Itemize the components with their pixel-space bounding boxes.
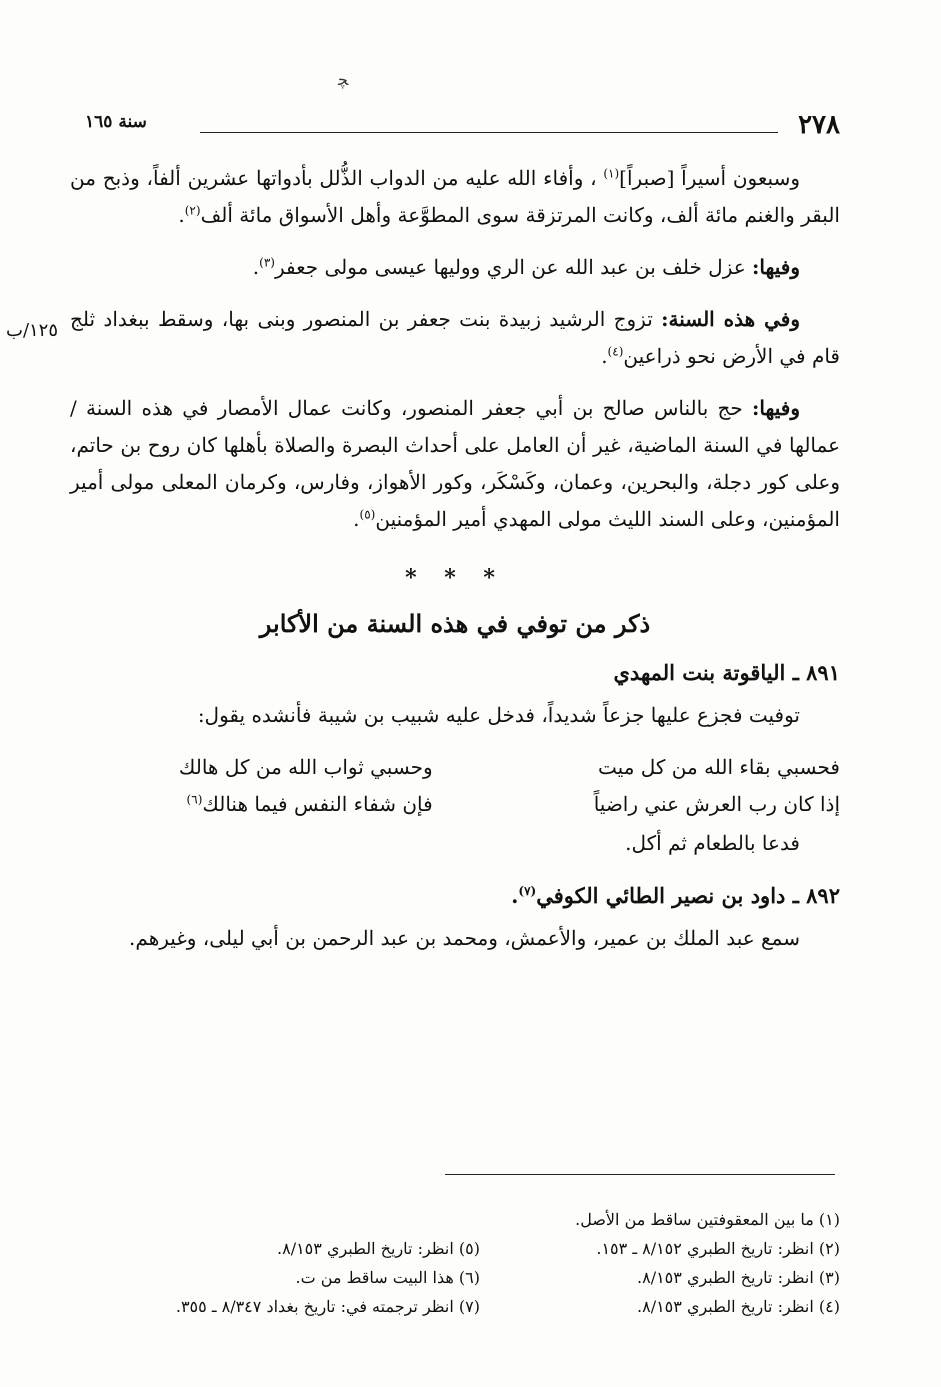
- poem-verse-2: [70, 786, 840, 823]
- paragraph-2: [70, 249, 840, 286]
- verse-text: فإن شفاء النفس فيما هنالك: [202, 792, 433, 816]
- paragraph-4: [70, 390, 840, 538]
- footnote-5: (٥) انظر: تاريخ الطبري ٨/١٥٣.: [277, 1239, 480, 1258]
- paragraph-text: ، وأفاء الله عليه من الدواب الذُّلل بأدواتها عشرين ألفاً، وذبح من البقر والغنم مائة ألف، وكانت المرتزقة سوى المطوَّعة وأهل الأسواق مائة ألف: [70, 166, 840, 227]
- footnote-2: (٢) انظر: تاريخ الطبري ٨/١٥٢ ـ ١٥٣.: [596, 1239, 840, 1258]
- lead-word: وفيها:: [752, 255, 800, 279]
- footnote-row: [70, 1263, 840, 1292]
- verse-second-half: [70, 786, 463, 823]
- paragraph-end: .: [353, 507, 360, 531]
- footnote-row: [70, 1205, 840, 1234]
- lead-word: وفيها:: [752, 396, 800, 420]
- entry-892-text: سمع عبد الملك بن عمير، والأعمش، ومحمد بن عبد الرحمن بن أبي ليلى، وغيرهم.: [129, 926, 800, 950]
- poem-verse-1: [70, 749, 840, 786]
- verse-first-half: إذا كان رب العرش عني راضياً: [593, 792, 840, 816]
- footnote-ref: (٤): [607, 344, 624, 359]
- section-title: ذكر من توفي في هذه السنة من الأكابر: [259, 609, 651, 638]
- paragraph-1: [70, 160, 840, 234]
- paragraph-end: .: [601, 344, 608, 368]
- entry-title-end: .: [511, 883, 519, 908]
- paragraph-text: حج بالناس صالح بن أبي جعفر المنصور، وكانت عمال الأمصار في هذه السنة / عمالها في السنة الماضية، غير أن العامل على أحداث البصرة والصلاة بأهلها كان روح بن حاتم، وعلى كور دجلة، والبحرين، وعمان، وكَسْكَر، وكور الأهواز، وفارس، وكرمان المعلى مولى أمير المؤمنين، وعلى السند الليث مولى المهدي أمير المؤمنين: [70, 396, 840, 531]
- footnote-3: (٣) انظر: تاريخ الطبري ٨/١٥٣.: [637, 1268, 840, 1287]
- verse-first-half: فحسبي بقاء الله من كل ميت: [598, 755, 840, 779]
- footnote-1: (١) ما بين المعقوفتين ساقط من الأصل.: [575, 1210, 840, 1229]
- year-label: سنة ١٦٥: [85, 112, 147, 132]
- entry-891-after: فدعا بالطعام ثم أكل.: [625, 831, 800, 855]
- paragraph-text: عزل خلف بن عبد الله عن الري ووليها عيسى مولى جعفر: [274, 255, 753, 279]
- footnote-4: (٤) انظر: تاريخ الطبري ٨/١٥٣.: [637, 1297, 840, 1316]
- footnote-7: (٧) انظر ترجمته في: تاريخ بغداد ٨/٣٤٧ ـ ٣٥٥.: [175, 1297, 480, 1316]
- paragraph-end: .: [178, 203, 185, 227]
- entry-title-892: [70, 877, 840, 914]
- folio-margin-note: ١٢٥/ب: [6, 320, 59, 341]
- header-rule: [200, 132, 778, 133]
- entry-title-891: ٨٩١ ـ الياقوتة بنت المهدي: [613, 660, 840, 685]
- page-number: ٢٧٨: [798, 110, 840, 140]
- running-header: [85, 112, 840, 142]
- footnote-row: [70, 1292, 840, 1321]
- lead-word: وفي هذه السنة:: [661, 307, 800, 331]
- paragraph-3: [70, 301, 840, 375]
- entry-title-text: ٨٩٢ ـ داود بن نصير الطائي الكوفي: [536, 883, 840, 908]
- footnote-ref: (١): [603, 166, 620, 181]
- poem: [70, 749, 840, 823]
- footnote-ref: (٧): [518, 884, 537, 898]
- footnote-row: [70, 1234, 840, 1263]
- entry-891-intro: توفيت فجزع عليها جزعاً شديداً، فدخل عليه شبيب بن شيبة فأنشده يقول:: [197, 703, 800, 727]
- top-mark: ﭽ: [338, 70, 349, 89]
- main-text: [70, 160, 840, 972]
- paragraph-end: .: [252, 255, 260, 279]
- paragraph-text: تزوج الرشيد زبيدة بنت جعفر بن المنصور وبنى بها، وسقط ببغداد ثلج قام في الأرض نحو ذراعين: [70, 307, 840, 368]
- verse-second-half: وحسبي ثواب الله من كل هالك: [178, 755, 433, 779]
- footnote-ref: (٢): [184, 203, 201, 218]
- footnote-ref: (٣): [259, 255, 275, 270]
- footnote-ref: (٦): [186, 792, 203, 807]
- paragraph-text: وسبعون أسيراً [صبراً]: [619, 166, 800, 190]
- section-separator: * * *: [405, 565, 505, 591]
- footnotes: [70, 1205, 840, 1321]
- footnote-6: (٦) هذا البيت ساقط من ت.: [295, 1268, 480, 1287]
- footnote-ref: (٥): [359, 507, 376, 522]
- footnote-rule: [445, 1174, 835, 1175]
